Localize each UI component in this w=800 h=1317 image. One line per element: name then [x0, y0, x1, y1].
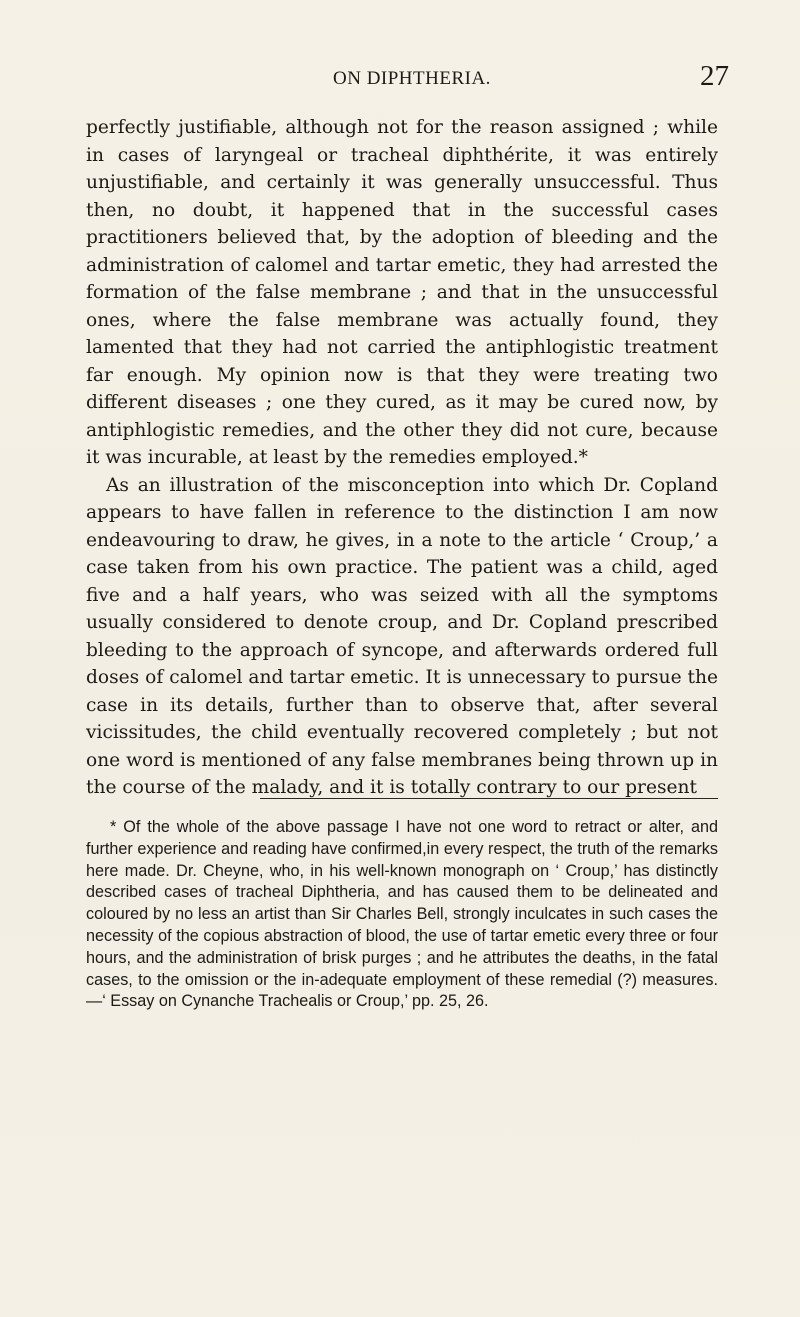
running-head: [0, 60, 800, 100]
paragraph: As an illustration of the misconception into which Dr. Copland appears to have fallen in reference to the distinction I am now endeavouring to draw, he gives, in a note to the article ‘ Croup,’ a case taken from his own practice. The patient was a child, aged five and a half years, who was seized with all the symptoms usually considered to denote croup, and Dr. Copland prescribed bleeding to the approach of syncope, and afterwards ordered full doses of calomel and tartar emetic. It is unnecessary to pursue the case in its details, further than to observe that, after several vicissitudes, the child eventually recovered completely ; but not one word is mentioned of any false membranes being thrown up in the course of the malady, and it is totally contrary to our present: [86, 474, 718, 798]
running-title: ON DIPHTHERIA.: [333, 68, 491, 89]
body-text: [86, 114, 718, 802]
page-number: 27: [700, 60, 729, 92]
footnote-divider: [260, 798, 718, 799]
paragraph: perfectly justifiable, although not for the reason assigned ; while in cases of laryngeal or tracheal diphthérite, it was entirely unjustifiable, and certainly it was generally unsuccessful. Thus then, no doubt, it happened that in the successful cases practitioners believed that, by the adoption of bleeding and the administration of calomel and tartar emetic, they had arrested the formation of the false membrane ; and that in the unsuccessful ones, where the false membrane was actually found, they lamented that they had not carried the antiphlogistic treatment far enough. My opinion now is that they were treating two different diseases ; one they cured, as it may be cured now, by antiphlogistic remedies, and the other they did not cure, because it was incurable, at least by the remedies employed.*: [86, 117, 718, 468]
footnote: * Of the whole of the above passage I have not one word to retract or alter, and further experience and reading have confirmed,in every respect, the truth of the remarks here made. Dr. Cheyne, who, in his well-known monograph on ‘ Croup,’ has distinctly described cases of tracheal Diphtheria, and has caused them to be delineated and coloured by no less an artist than Sir Charles Bell, strongly inculcates in such cases the necessity of the copious abstraction of blood, the use of tartar emetic every three or four hours, and the administration of brisk purges ; and he attributes the deaths, in the fatal cases, to the omission or the in-adequate employment of these remedial (?) measures.—‘ Essay on Cynanche Trachealis or Croup,’ pp. 25, 26.: [86, 818, 718, 1011]
